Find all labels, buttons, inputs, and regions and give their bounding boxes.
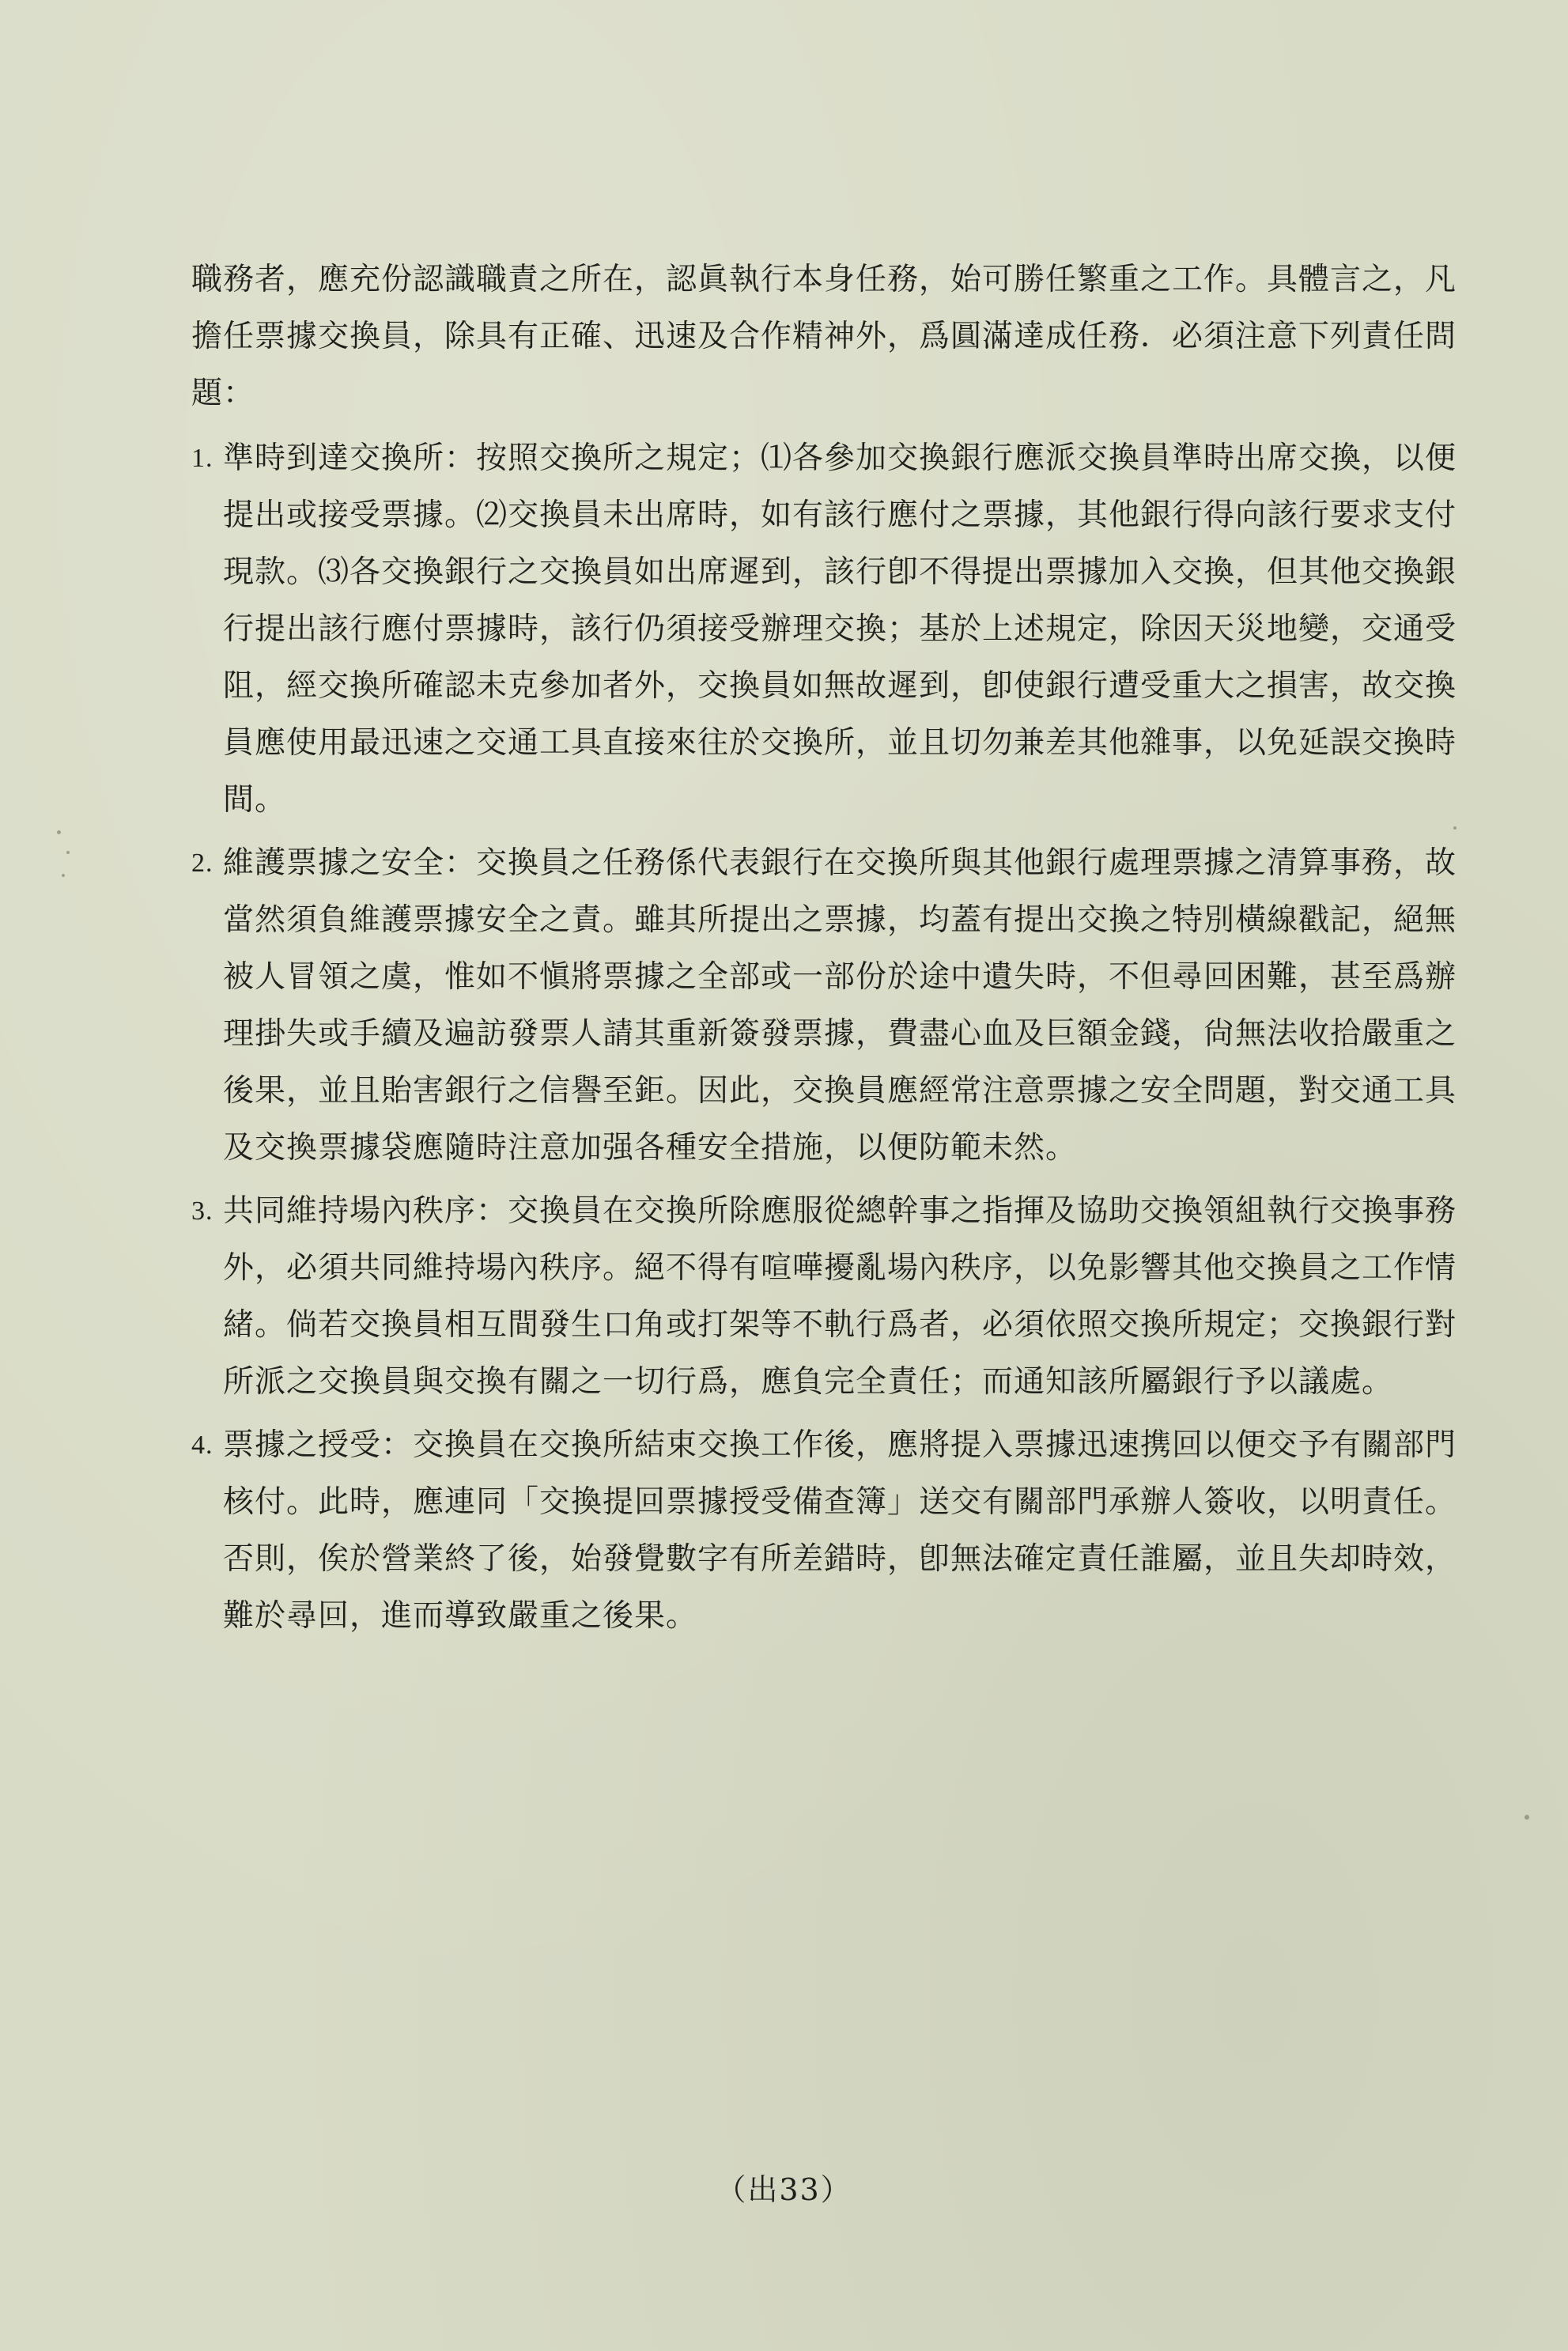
list-item-text: 準時到達交換所：按照交換所之規定；⑴各參加交換銀行應派交換員準時出席交換，以便提出或接受票據。⑵交換員未出席時，如有該行應付之票據，其他銀行得向該行要求支付現款。⑶各交換銀行之交換員如出席遲到，該行卽不得提出票據加入交換，但其他交換銀行提出該行應付票據時，該行仍須接受辦理交換；基於上述規定，除因天災地變，交通受阻，經交換所確認未克參加者外，交換員如無故遲到，卽使銀行遭受重大之損害，故交換員應使用最迅速之交通工具直接來往於交換所，並且切勿兼差其他雜事，以免延誤交換時間。 [223, 440, 1457, 818]
paper-speck [57, 830, 61, 834]
page-number: （出33） [716, 2172, 852, 2207]
paper-speck [66, 851, 70, 854]
list-item-number: 3. [191, 1196, 213, 1226]
list-item-text: 維護票據之安全：交換員之任務係代表銀行在交換所與其他銀行處理票據之清算事務，故當然須負維護票據安全之責。雖其所提出之票據，均蓋有提出交換之特別橫線戳記，絕無被人冒領之虞，惟如不愼將票據之全部或一部份於途中遺失時，不但尋回困難，甚至爲辦理掛失或手續及遍訪發票人請其重新簽發票據，費盡心血及巨額金錢，尙無法收拾嚴重之後果，並且貽害銀行之信譽至鉅。因此，交換員應經常注意票據之安全問題，對交通工具及交換票據袋應隨時注意加强各種安全措施，以便防範未然。 [223, 845, 1457, 1166]
list-item-text: 共同維持場內秩序：交換員在交換所除應服從總幹事之指揮及協助交換領組執行交換事務外，必須共同維持場內秩序。絕不得有喧嘩擾亂場內秩序，以免影響其他交換員之工作情緒。倘若交換員相互間發生口角或打架等不軌行爲者，必須依照交換所規定；交換銀行對所派之交換員與交換有關之一切行爲，應負完全責任；而通知該所屬銀行予以議處。 [223, 1193, 1457, 1400]
paper-speck [62, 874, 65, 877]
list-item-number: 1. [191, 444, 213, 473]
list-item [191, 835, 1457, 1177]
document-body [191, 251, 1457, 1645]
list-item-text: 票據之授受：交換員在交換所結束交換工作後，應將提入票據迅速携回以便交予有關部門核付。此時，應連同「交換提回票據授受備查簿」送交有關部門承辦人簽收，以明責任。否則，俟於營業終了後，始發覺數字有所差錯時，卽無法確定責任誰屬，並且失却時效，難於尋回，進而導致嚴重之後果。 [223, 1427, 1457, 1634]
list-item-number: 2. [191, 849, 213, 878]
list-item-number: 4. [191, 1431, 213, 1460]
list-item [191, 1417, 1457, 1645]
list-item [191, 430, 1457, 829]
paper-speck [1525, 1815, 1529, 1820]
list-item [191, 1183, 1457, 1411]
intro-paragraph: 職務者，應充份認識職責之所在，認眞執行本身任務，始可勝任繁重之工作。具體言之，凡擔任票據交換員，除具有正確、迅速及合作精神外，爲圓滿達成任務．必須注意下列責任問題： [191, 262, 1457, 411]
